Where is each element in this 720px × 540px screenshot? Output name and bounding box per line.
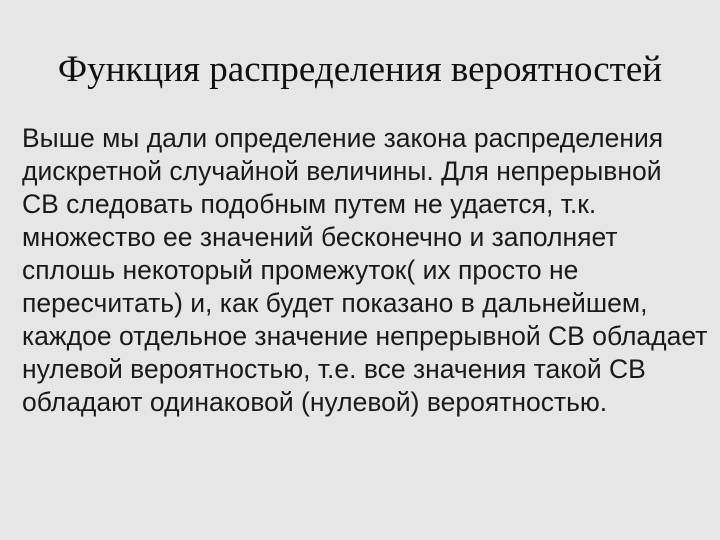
body-line: обладают одинаковой (нулевой) вероятностью. xyxy=(22,387,608,417)
body-line: СВ следовать подобным путем не удается, т.к. xyxy=(22,189,597,219)
body-line: пересчитать) и, как будет показано в дальнейшем, xyxy=(22,288,648,318)
slide-title: Функция распределения вероятностей xyxy=(57,49,663,90)
body-line: нулевой вероятностью, т.е. все значения такой СВ xyxy=(22,354,646,384)
body-line: каждое отдельное значение непрерывной СВ обладает xyxy=(22,321,708,351)
slide-body-text xyxy=(22,122,712,419)
body-line: сплошь некоторый промежуток( их просто не xyxy=(22,255,579,285)
body-line: множество ее значений бесконечно и заполняет xyxy=(22,222,618,252)
body-line: Выше мы дали определение закона распределения xyxy=(22,123,664,153)
body-line: дискретной случайной величины. Для непрерывной xyxy=(22,156,662,186)
